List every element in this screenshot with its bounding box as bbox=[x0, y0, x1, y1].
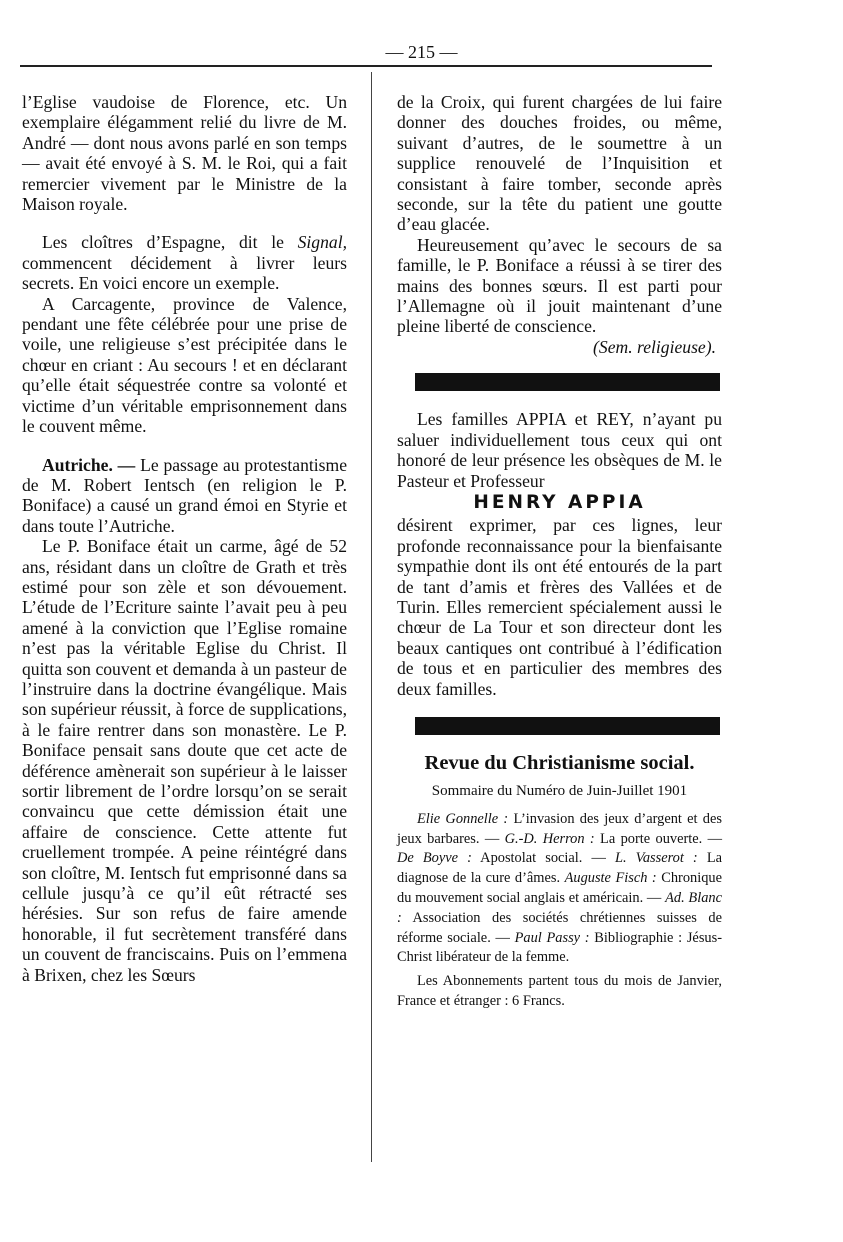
deceased-name: HENRY APPIA bbox=[473, 491, 646, 513]
toc-author: L. Vasserot : bbox=[614, 850, 698, 867]
cloitres-rest: commencent décidement à livrer leurs secrets. En voici encore un exemple. bbox=[22, 252, 347, 294]
toc-author: Auguste Fisch : bbox=[564, 870, 657, 887]
paragraph-carcagente: A Carcagente, province de Valence, pendant une fête célébrée pour une prise de voile, une religieuse s’est précipitée dans le chœur en criant : Au secours ! et en déclarant qu’elle était séquestrée contre sa volonté et victime d’un véritable emprisonnement dans le couvent même. bbox=[22, 293, 347, 437]
toc-article: Apostolat social. — bbox=[471, 850, 615, 867]
paragraph-heureusement: Heureusement qu’avec le secours de sa famille, le P. Boniface a réussi à se tirer des mains des bonnes sœurs. Il est parti pour l’Allemagne où il jouit maintenant d’une pleine liberté de conscience. bbox=[397, 234, 722, 337]
source-citation: (Sem. religieuse). bbox=[593, 336, 716, 357]
toc-author: Ad. Blanc : bbox=[397, 889, 723, 926]
paragraph-cloitres bbox=[22, 232, 347, 293]
left-column bbox=[22, 92, 347, 985]
revue-subtitle: Sommaire du Numéro de Juin-Juillet 1901 bbox=[431, 783, 688, 800]
toc-author: G.-D. Herron : bbox=[504, 830, 595, 847]
signal-journal-name: Signal, bbox=[297, 232, 347, 253]
header-rule bbox=[20, 65, 712, 67]
toc-article: Association des sociétés chrétiennes suisses de réforme sociale. — bbox=[397, 909, 722, 946]
cloitres-intro: Les cloîtres d’Espagne, dit le bbox=[42, 232, 298, 253]
toc-article: Chronique du mouvement social anglais et américain. — bbox=[397, 870, 722, 906]
autriche-intro: Le passage au protestantisme de M. Robert Ientsch (en religion le P. Boniface) a causé un grand émoi en Styrie et dans toute l’Autriche. bbox=[22, 454, 348, 536]
paragraph-remerciements: désirent exprimer, par ces lignes, leur profonde reconnaissance pour la bienfaisante sympathie dont ils ont été entourés de la part de tant d’amis et frères des Vallées et de Turin. Elles remercient spécialement aussi le chœur de La Tour et son directeur dont les beaux cantiques ont contribué à l’édification de tous et en particulier des membres des deux familles. bbox=[397, 515, 722, 699]
paragraph-boniface: Le P. Boniface était un carme, âgé de 52 ans, résidant dans un cloître de Grath et très estimé pour son zèle et son dévouement. L’étude de l’Ecriture sainte l’avait peu à peu amené à la conviction que l’Eglise romaine n’est pas la véritable Eglise du Christ. Il quitta son couvent et demanda à un pasteur de l’instruire dans la doctrine évangélique. Mais son supérieur réussit, à force de supplications, à le faire rentrer dans son monastère. Le P. Boniface pensait sans doute que cet acte de déférence amènerait son supérieur à le laisser sortir librement de l’ordre lorsqu’on se serait convaincu que cette démission était une affaire de conscience. Cette attente fut cruellement trompée. A peine réintégré dans son cloître, M. Ientsch fut emprisonné dans sa cellule jusqu’à ce qu’il eût rétracté ses hérésies. Sur son refus de faire amende honorable, il fut secrètement transféré dans un couvent de franciscains. Puis on l’emmena à Brixen, chez les Sœurs bbox=[22, 536, 347, 985]
toc-author: Paul Passy : bbox=[514, 929, 590, 946]
separator-bar bbox=[415, 717, 720, 735]
toc-author: De Boyve : bbox=[397, 850, 472, 867]
toc-author: Elie Gonnelle : bbox=[417, 810, 509, 827]
toc-article: La diagnose de la cure d’âmes. bbox=[397, 850, 722, 887]
paragraph-familles: Les familles APPIA et REY, n’ayant pu saluer individuellement tous ceux qui ont honoré de leur présence les obsèques de M. le Pasteur et Professeur bbox=[397, 409, 722, 491]
separator-bar bbox=[415, 373, 720, 391]
paragraph-croix: de la Croix, qui furent chargées de lui faire donner des douches froides, ou même, suivant d’autres, de le soumettre à un supplice renouvelé de l’Inquisition et consistant à faire tomber, seconde après seconde, sur la tête du patient une goutte d’eau glacée. bbox=[397, 92, 722, 235]
paragraph-florence: l’Eglise vaudoise de Florence, etc. Un exemplaire élégamment relié du livre de M. André — dont nous avons parlé en son temps — avait été envoyé à S. M. le Roi, qui a fait remercier vivement par le Ministre de la Maison royale. bbox=[22, 92, 347, 215]
revue-title: Revue du Christianisme social. bbox=[424, 751, 695, 774]
page-number: — 215 — bbox=[385, 42, 458, 62]
abonnements-note: Les Abonnements partent tous du mois de Janvier, France et étranger : 6 Francs. bbox=[397, 973, 722, 1009]
toc-article: La porte ouverte. — bbox=[594, 830, 723, 847]
toc-article: L’invasion des jeux d’argent et des jeux barbares. — bbox=[397, 810, 722, 847]
right-column bbox=[397, 92, 722, 1012]
autriche-heading: Autriche. — bbox=[42, 454, 136, 475]
column-divider bbox=[371, 72, 372, 1162]
revue-summary bbox=[397, 810, 722, 968]
toc-article: Bibliographie : Jésus-Christ libérateur de la femme. bbox=[397, 929, 723, 966]
paragraph-autriche bbox=[22, 455, 347, 537]
